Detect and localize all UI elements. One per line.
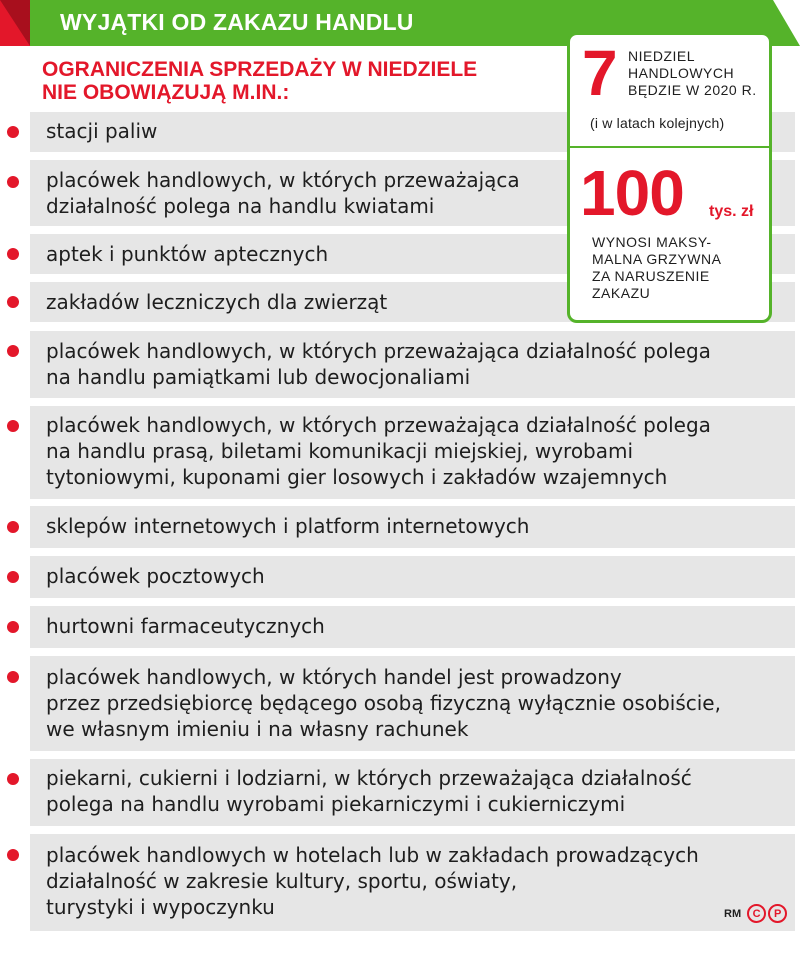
bullet-icon	[7, 345, 19, 357]
list-item-text: hurtowni farmaceutycznych	[46, 614, 325, 638]
bullet-icon	[7, 849, 19, 861]
fine-text: WYNOSI MAKSY- MALNA GRZYWNA ZA NARUSZENIE ZAKAZU	[592, 234, 722, 301]
bullet-icon	[7, 521, 19, 533]
bullet-icon	[7, 571, 19, 583]
list-item-text: piekarni, cukierni i lodziarni, w których przeważająca działalność polega na handlu wyrobami piekarniczymi i cukierniczymi	[46, 766, 692, 816]
bullet-icon	[7, 126, 19, 138]
bullet-icon	[7, 671, 19, 683]
sundays-note: (i w latach kolejnych)	[590, 115, 725, 131]
copyright-c-icon: C	[747, 904, 766, 923]
stats-divider	[570, 146, 769, 148]
footer-credit	[724, 904, 787, 923]
list-item-text: zakładów leczniczych dla zwierząt	[46, 290, 388, 314]
list-item-text: placówek handlowych, w których przeważająca działalność polega na handlu prasą, biletami komunikacji miejskiej, wyrobami tytoniowymi, kuponami gier losowych i zakładów wzajemnych	[46, 413, 711, 489]
stats-box	[567, 32, 772, 323]
bullet-icon	[7, 621, 19, 633]
bullet-icon	[7, 420, 19, 432]
list-item-text: sklepów internetowych i platform internetowych	[46, 514, 530, 538]
fine-number: 100	[580, 157, 684, 229]
bullet-icon	[7, 773, 19, 785]
list-item-text: placówek handlowych w hotelach lub w zakładach prowadzących działalność w zakresie kultury, sportu, oświaty, turystyki i wypoczynku	[46, 843, 699, 919]
fine-unit: tys. zł	[709, 203, 754, 220]
bullet-icon	[7, 248, 19, 260]
list-item-text: placówek handlowych, w których przeważająca działalność polega na handlu pamiątkami lub dewocjonaliami	[46, 339, 711, 389]
page-title: WYJĄTKI OD ZAKAZU HANDLU	[60, 9, 414, 35]
sundays-number: 7	[582, 37, 618, 109]
publisher-p-icon: P	[768, 904, 787, 923]
author-credit: RM	[724, 907, 742, 920]
section-subtitle: OGRANICZENIA SPRZEDAŻY W NIEDZIELE NIE OBOWIĄZUJĄ M.IN.:	[42, 58, 478, 104]
bullet-icon	[7, 296, 19, 308]
list-item-text: stacji paliw	[46, 119, 158, 143]
list-item-text: placówek handlowych, w których przeważająca działalność polega na handlu kwiatami	[46, 168, 520, 218]
list-item-text: aptek i punktów aptecznych	[46, 242, 329, 266]
list-item-text: placówek handlowych, w których handel jest prowadzony przez przedsiębiorcę będącego osobą fizyczną wyłącznie osobiście, we własnym imieniu i na własny rachunek	[46, 665, 721, 741]
bullet-icon	[7, 176, 19, 188]
list-item-text: placówek pocztowych	[46, 564, 265, 588]
sundays-text: NIEDZIEL HANDLOWYCH BĘDZIE W 2020 R.	[628, 48, 757, 98]
